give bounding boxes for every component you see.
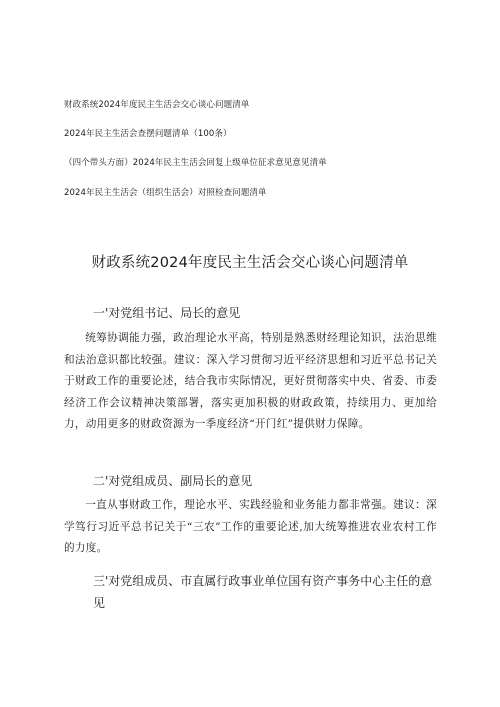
- section-body: 统筹协调能力强，政治理论水平高，特别是熟悉财经理论知识，法治思维和法治意识都比较强。建议：深入学习贯彻习近平经济思想和习近平总书记关于财政工作的重要论述，结合我市实际情况，更好贯彻落实中央、省委、市委经济工作会议精神决策部署，落实更加积极的财政政策，持续用力、更加给力，动用更多的财政资源为一季度经济“开门红”提供财力保障。: [64, 332, 437, 430]
- related-document-link[interactable]: （四个带头方面）2024年民主生活会回复上级单位征求意见意见清单: [64, 158, 327, 168]
- section-heading: 三'对党组成员、市直属行政事业单位国有资产事务中心主任的意见: [93, 574, 433, 610]
- section-body: 一直从事财政工作，理论水平、实践经验和业务能力都非常强。建议：深学笃行习近平总书记关于“三农”工作的重要论述,加大统筹推进农业农村工作的力度。: [64, 499, 437, 554]
- document-title: 财政系统2024年度民主生活会交心谈心问题清单: [91, 255, 409, 271]
- related-document-link[interactable]: 2024年民主生活会（组织生活会）对照检查问题清单: [64, 188, 267, 198]
- related-document-link[interactable]: 2024年民主生活会查摆问题清单（100条）: [64, 129, 232, 139]
- section-heading: 一'对党组书记、局长的意见: [93, 306, 241, 320]
- section-heading: 二'对党组成员、副局长的意见: [93, 474, 253, 488]
- related-document-link[interactable]: 财政系统2024年度民主生活会交心谈心问题清单: [64, 100, 250, 110]
